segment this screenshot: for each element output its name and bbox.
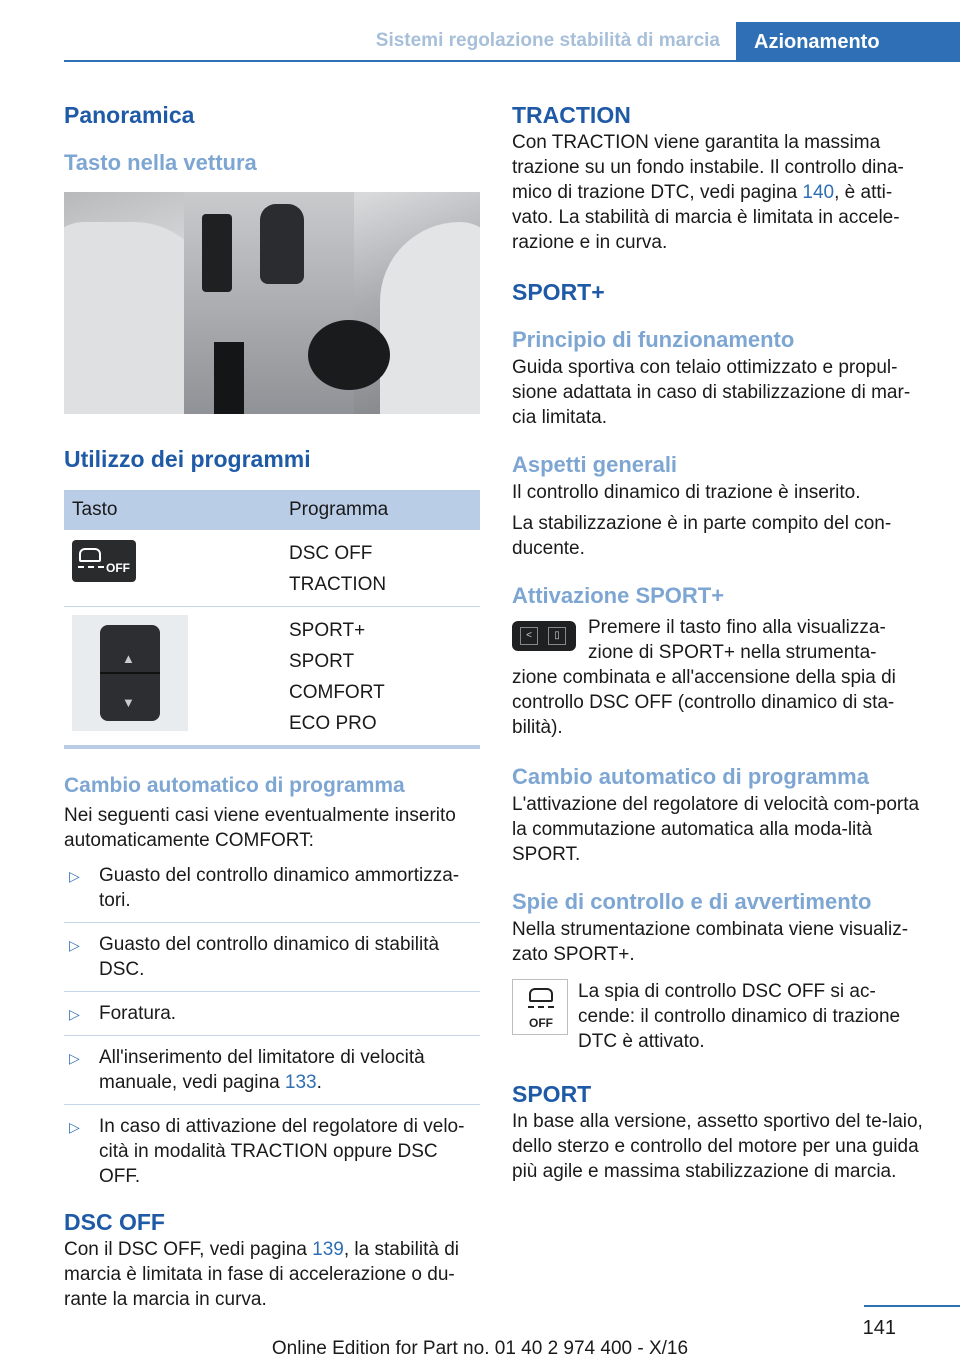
- auto-change-text: L'attivazione del regolatore di velocità com-porta la commutazione automatica alla moda-lità SPORT.: [512, 794, 920, 865]
- page-link-133[interactable]: 133: [284, 1072, 317, 1093]
- heading-indicator-lamps: Spie di controllo e di avvertimento: [512, 889, 872, 914]
- list-item: ▷ All'inserimento del limitatore di velocità manuale, vedi pagina 133.: [64, 1045, 480, 1105]
- auto-change-list: [64, 863, 480, 1198]
- program-table: [64, 490, 480, 749]
- lamp-block: [512, 979, 928, 1057]
- table-header-button: Tasto: [64, 490, 281, 530]
- list-item: ▷ Guasto del controllo dinamico di stabilità DSC.: [64, 932, 480, 992]
- auto-change-intro: Nei seguenti casi viene eventualmente inserito automaticamente COMFORT:: [64, 805, 456, 851]
- heading-auto-program-change-right: Cambio automatico di programma: [512, 764, 869, 789]
- heading-program-usage: Utilizzo dei programmi: [64, 446, 311, 472]
- dsc-off-warning-icon: OFF: [512, 979, 568, 1035]
- drive-switch-icon: < ▯: [512, 621, 576, 651]
- chapter-tab: Azionamento: [736, 22, 960, 62]
- program-comfort: COMFORT: [289, 682, 385, 703]
- program-sport-plus: SPORT+: [289, 620, 366, 641]
- heading-auto-program-change: Cambio automatico di programma: [64, 774, 405, 797]
- list-item: ▷ Foratura.: [64, 1001, 480, 1036]
- running-header-section: Sistemi regolazione stabilità di marcia: [375, 30, 720, 51]
- traction-text: Con TRACTION viene garantita la massima trazione su un fondo instabile. Il controllo dina-mico di trazione DTC, vedi pagina 140, è atti-vato. La stabilità di marcia è limitata in accele-razione e in curva.: [512, 132, 904, 253]
- activation-block: [512, 615, 928, 665]
- list-item: ▷ In caso di attivazione del regolatore di velo-cità in modalità TRACTION oppure DSC OFF.: [69, 1116, 465, 1187]
- header-rule: [64, 60, 960, 62]
- general-text-1: Il controllo dinamico di trazione è inserito.: [512, 482, 861, 503]
- right-column: [512, 100, 928, 1184]
- table-row: [64, 530, 480, 607]
- heading-sport-plus-activation: Attivazione SPORT+: [512, 583, 725, 608]
- car-console-photo: [64, 192, 480, 414]
- heading-traction: TRACTION: [512, 102, 631, 128]
- heading-button-in-vehicle: Tasto nella vettura: [64, 150, 257, 175]
- table-header-program: Programma: [281, 490, 480, 530]
- page-link-139[interactable]: 139: [312, 1239, 344, 1260]
- rocker-switch-icon: ▲ ▼: [72, 615, 188, 731]
- page-number: 141: [862, 1317, 896, 1339]
- dsc-off-text: Con il DSC OFF, vedi pagina 139, la stabilità di marcia è limitata in fase di accelerazione o du-rante la marcia in curva.: [64, 1239, 459, 1310]
- heading-overview: Panoramica: [64, 102, 195, 128]
- lamps-text: Nella strumentazione combinata viene visualiz-zato SPORT+.: [512, 919, 909, 965]
- lamp-text: La spia di controllo DSC OFF si ac-cende: il controllo dinamico di trazione DTC è attivato.: [578, 981, 901, 1052]
- footer-rule: [864, 1305, 960, 1307]
- dsc-off-icon: OFF: [72, 540, 136, 582]
- program-eco-pro: ECO PRO: [289, 713, 377, 734]
- list-item: ▷ Guasto del controllo dinamico ammortizza-tori.: [64, 863, 480, 923]
- program-sport: SPORT: [289, 651, 355, 672]
- program-dsc-off: DSC OFF: [289, 543, 373, 564]
- heading-working-principle: Principio di funzionamento: [512, 327, 795, 352]
- activation-text-b: zione combinata e all'accensione della spia di controllo DSC OFF (controllo dinamico di sta-bilità).: [512, 667, 896, 738]
- heading-sport-plus: SPORT+: [512, 279, 605, 305]
- edition-footer: Online Edition for Part no. 01 40 2 974 400 - X/16: [271, 1338, 689, 1359]
- heading-sport: SPORT: [512, 1081, 592, 1107]
- activation-text-a: Premere il tasto fino alla visualizza-zione di SPORT+ nella strumenta-: [588, 617, 886, 663]
- page-link-140[interactable]: 140: [802, 182, 835, 203]
- table-row: [64, 607, 480, 748]
- left-column: [64, 100, 480, 1312]
- general-text-2: La stabilizzazione è in parte compito del con-ducente.: [512, 513, 892, 559]
- heading-general-aspects: Aspetti generali: [512, 452, 678, 477]
- sport-text: In base alla versione, assetto sportivo del te-laio, dello sterzo e controllo del motore per una guida più agile e massima stabilizzazione di marcia.: [512, 1111, 923, 1182]
- principle-text: Guida sportiva con telaio ottimizzato e propul-sione adattata in caso di stabilizzazione di mar-cia limitata.: [512, 357, 911, 428]
- heading-dsc-off: DSC OFF: [64, 1209, 165, 1235]
- program-traction: TRACTION: [289, 574, 387, 595]
